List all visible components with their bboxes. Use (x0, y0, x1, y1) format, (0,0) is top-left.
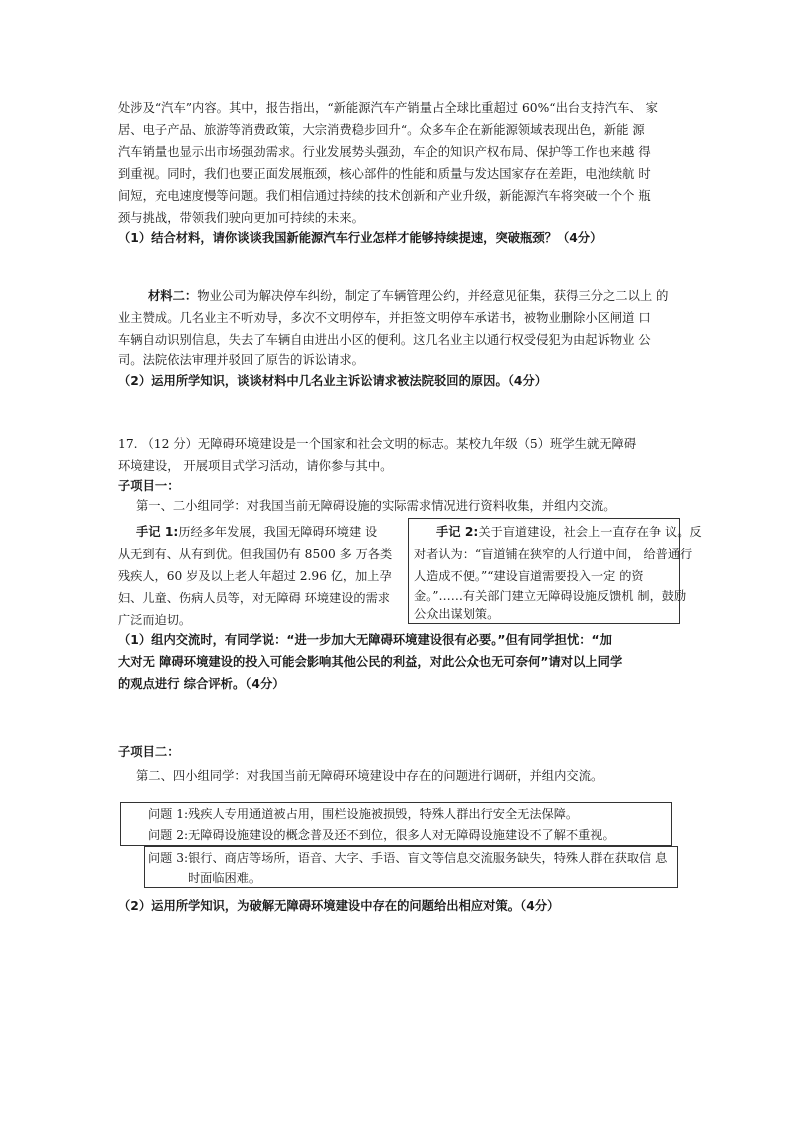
passage-1-line: 颈与挑战，带领我们驶向更加可持续的未来。 (118, 211, 364, 225)
material-2-line: 司。法院依法审理并驳回了原告的诉讼请求。 (118, 353, 364, 367)
material-2-line: 业主赞成。几名业主不听劝导，多次不文明停车，并拒签文明停车承诺书，被物业删除小区闸道 口 (118, 311, 651, 325)
note-1-line: 妇、儿童、伤病人员等，对无障碍 环境建设的需求 (118, 591, 390, 605)
q17-question-1-line: 大对无 障碍环境建设的投入可能会影响其他公民的利益，对此公众也无可奈何”请对以上同学 (118, 655, 623, 669)
material-2-line: 车辆自动识别信息，失去了车辆自由进出小区的便利。这几名业主以通行权受侵犯为由起诉物业 公 (118, 333, 651, 347)
note-2-line: 公众出谋划策。 (414, 607, 500, 621)
material-2-label: 材料二： (148, 289, 198, 303)
sub-project-1-title: 子项目一： (118, 479, 180, 493)
note-2-line: 手记 2:关于盲道建设，社会上一直存在争 议。反 (436, 525, 702, 539)
note-1-label: 手记 1: (136, 525, 179, 539)
passage-1-line: 处涉及“汽车”内容。其中，报告指出，“新能源汽车产销量占全球比重超过 60%“出台支持汽车、 家 (118, 101, 658, 115)
q17-line: 环境建设， 开展项目式学习活动，请你参与其中。 (118, 459, 393, 473)
note-1-line: 广泛而迫切。 (118, 613, 192, 627)
question-2: （2）运用所学知识，谈谈材料中几名业主诉讼请求被法院驳回的原因。（4分） (118, 374, 548, 388)
note-2-label: 手记 2: (436, 525, 479, 539)
material-2-text: 物业公司为解决停车纠纷，制定了车辆管理公约，并经意见征集，获得三分之二以上 的 (197, 289, 669, 303)
note-1-line: 从无到有、从有到优。但我国仍有 8500 多 万各类 (118, 547, 393, 561)
passage-1-line: 间短，充电速度慢等问题。我们相信通过持续的技术创新和产业升级，新能源汽车将突破一个个 瓶 (118, 189, 651, 203)
q17-question-1-line: （1）组内交流时，有同学说：“进一步加大无障碍环境建设很有必要。”但有同学担忧：“加 (118, 633, 612, 647)
material-2-first-line (148, 288, 668, 304)
passage-1-line: 到重视。同时，我们也要正面发展瓶颈，核心部件的性能和质量与发达国家存在差距，电池续航 时 (118, 167, 651, 181)
note-2-line: 金。”……有关部门建立无障碍设施反馈机 制，鼓励 (414, 589, 687, 603)
question-1: （1）结合材料，请你谈谈我国新能源汽车行业怎样才能够持续提速，突破瓶颈？（4分） (118, 231, 603, 245)
note-2-line: 人造成不便。”“建设盲道需要投入一定 的资 (414, 569, 644, 583)
passage-1-line: 汽车销量也显示出市场强劲需求。行业发展势头强劲，车企的知识产权布局、保护等工作也来越 得 (118, 145, 651, 159)
problem-1: 问题 1:残疾人专用通道被占用，围栏设施被损毁，特殊人群出行安全无法保障。 (148, 807, 579, 821)
problem-3-cont: 时面临困难。 (188, 871, 262, 885)
q17-question-2: （2）运用所学知识，为破解无障碍环境建设中存在的问题给出相应对策。（4分） (118, 899, 560, 913)
q17-question-1-line: 的观点进行 综合评析。（4分） (118, 677, 285, 691)
sub-project-2-title: 子项目二： (118, 745, 180, 759)
passage-1-line: 居、电子产品、旅游等消费政策，大宗消费稳步回升“。众多车企在新能源领域表现出色，新能 源 (118, 123, 645, 137)
q17-line: 17. （12 分）无障碍环境建设是一个国家和社会文明的标志。某校九年级（5）班学生就无障碍 (118, 437, 637, 451)
note-2-line: 对者认为：“盲道铺在狭窄的人行道中间， 给普通行 (414, 547, 693, 561)
sub-project-2-intro: 第二、四小组同学：对我国当前无障碍环境建设中存在的问题进行调研，并组内交流。 (136, 769, 604, 783)
sub-project-1-intro: 第一、二小组同学：对我国当前无障碍设施的实际需求情况进行资料收集，并组内交流。 (136, 499, 616, 513)
note-1-line: 残疾人，60 岁及以上老人年超过 2.96 亿，加上孕 (118, 569, 392, 583)
problem-3: 问题 3:银行、商店等场所，语音、大字、手语、盲文等信息交流服务缺失，特殊人群在获取信 息 (148, 851, 668, 865)
problem-2: 问题 2:无障碍设施建设的概念普及还不到位，很多人对无障碍设施建设不了解不重视。 (148, 828, 615, 842)
note-1-line: 手记 1:历经多年发展，我国无障碍环境建 设 (136, 525, 378, 539)
